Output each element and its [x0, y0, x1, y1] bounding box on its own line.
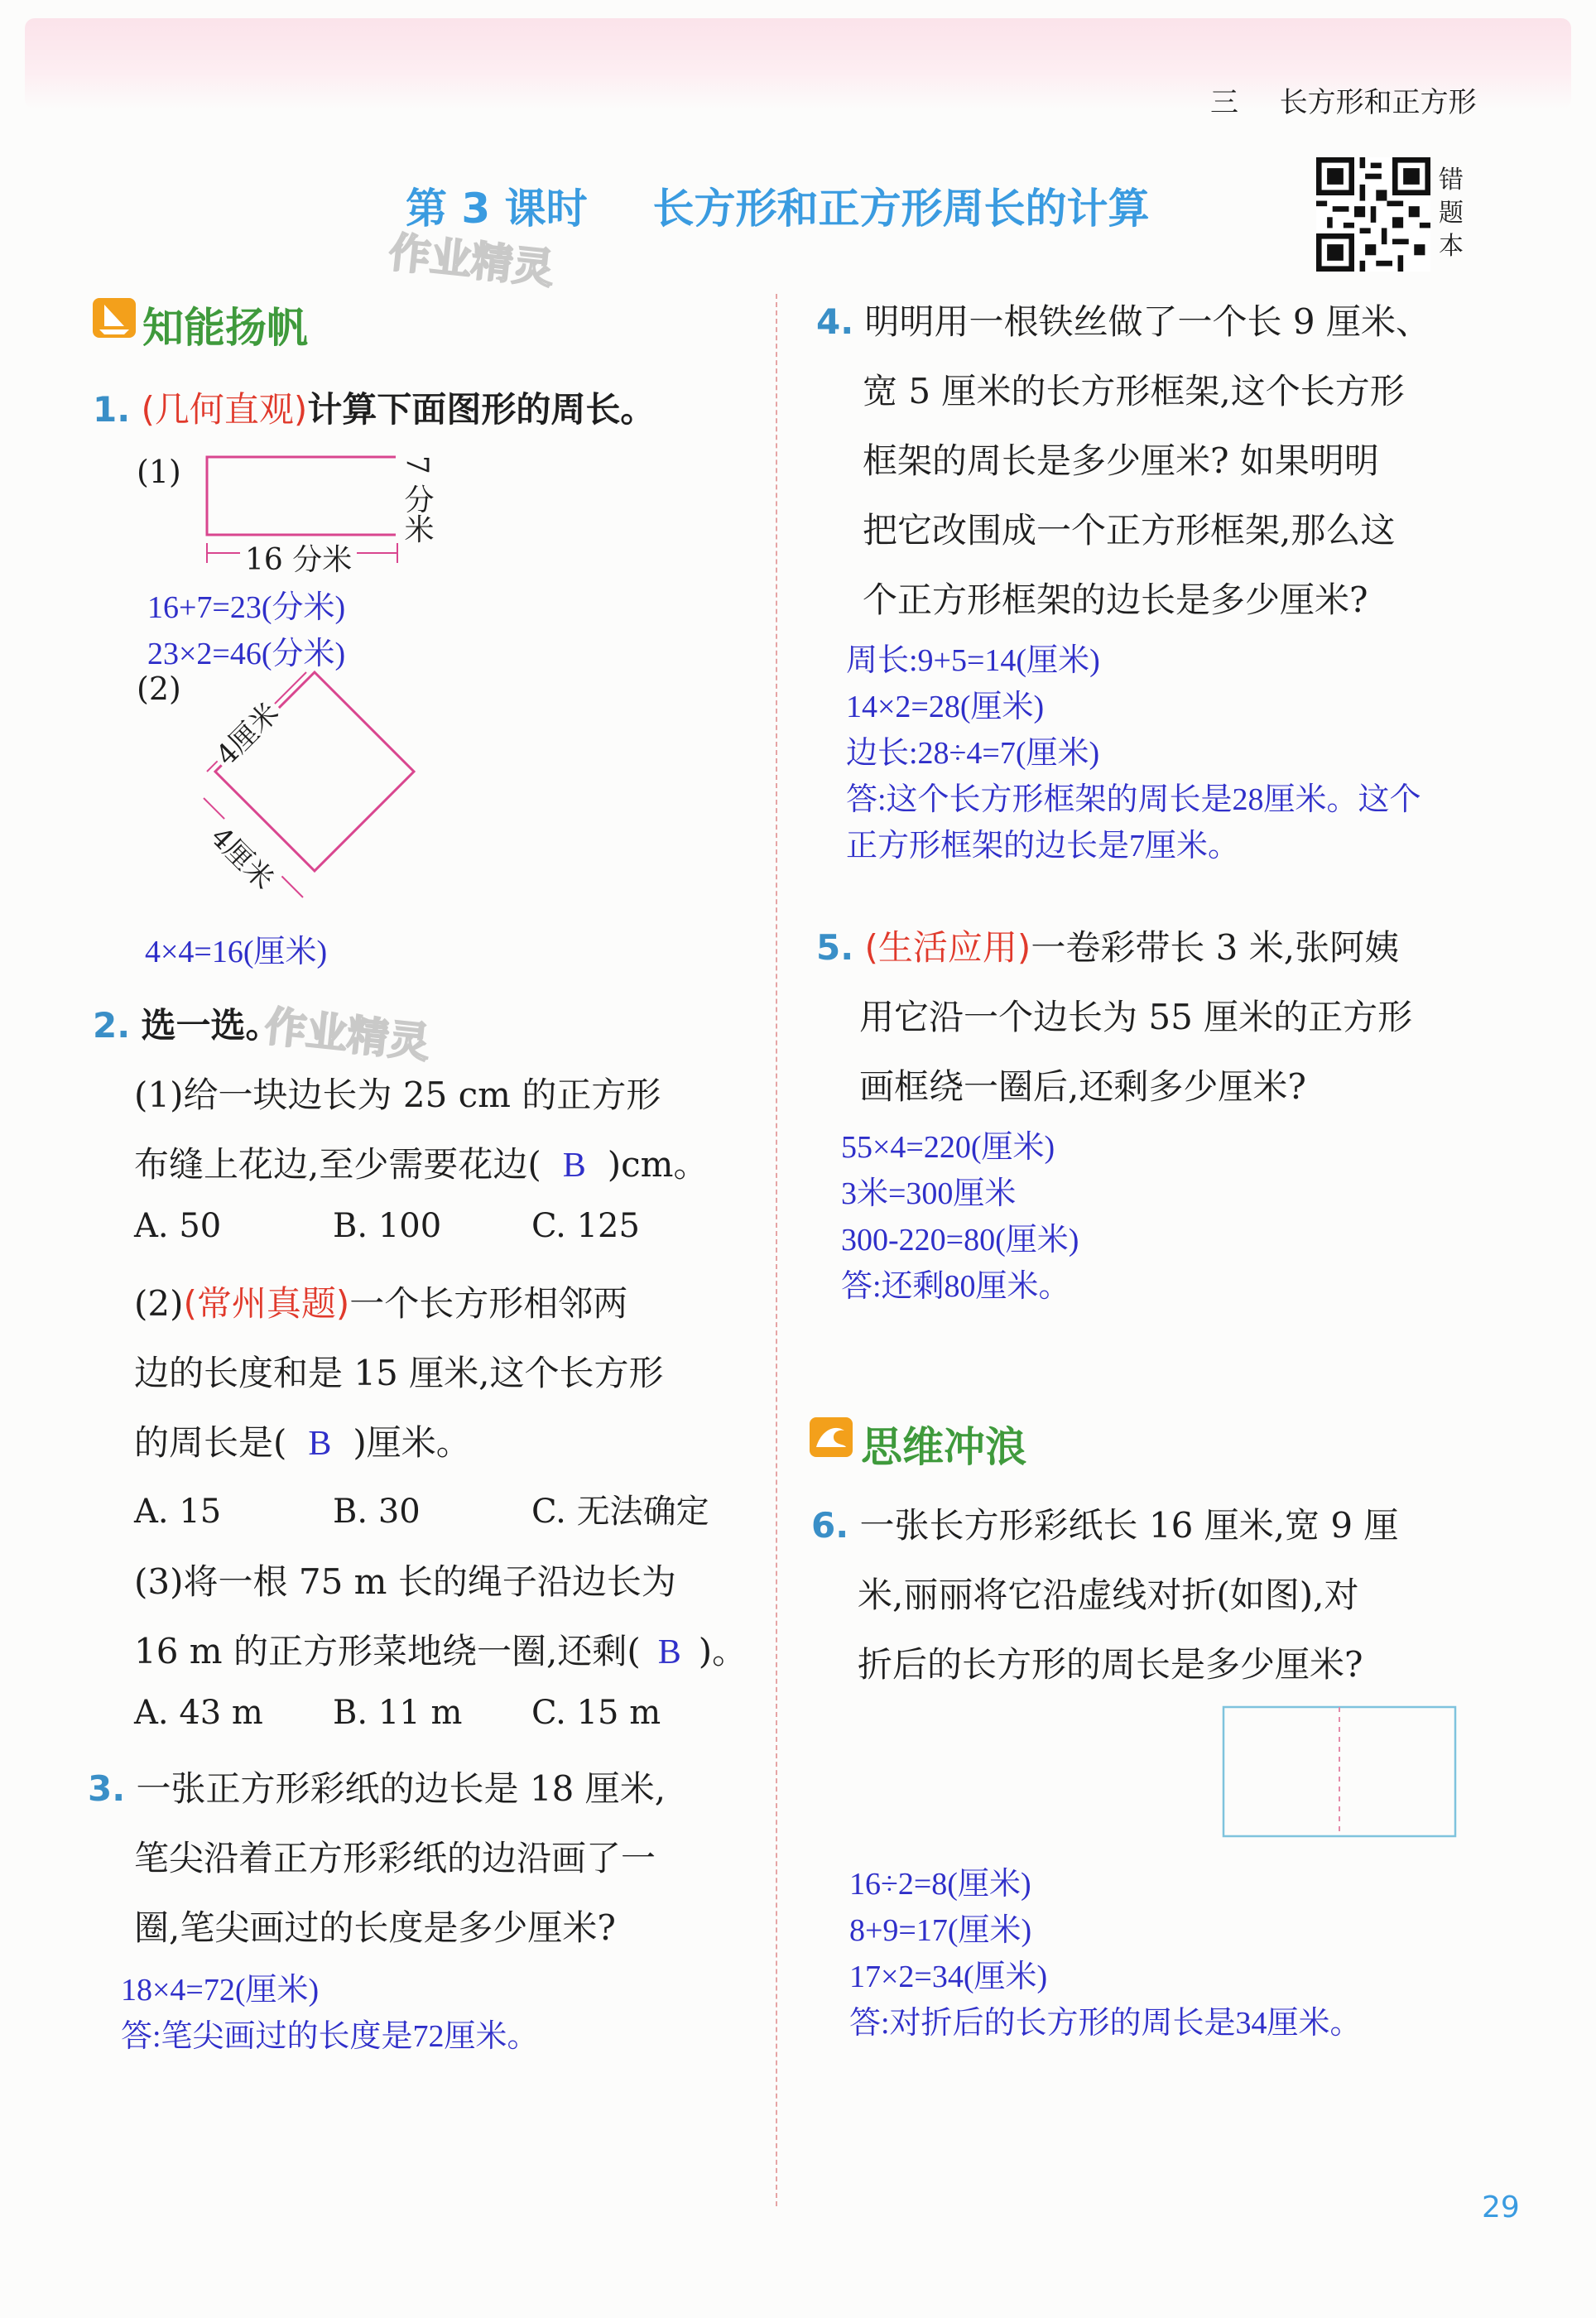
q6-answer-4: 答:对折后的长方形的周长是34厘米。: [849, 2006, 1362, 2041]
q1-part2-answer: 4×4=16(厘米): [145, 935, 328, 969]
q2-s2-option-b[interactable]: B. 30: [333, 1493, 421, 1531]
q5-line2: 用它沿一个边长为 55 厘米的正方形: [859, 997, 1413, 1037]
qr-label-2: 题: [1439, 199, 1464, 228]
q2-s1-line2-post: )cm。: [607, 1144, 709, 1185]
q4-answer-2: 14×2=28(厘米): [846, 690, 1045, 724]
q2-s3-option-b[interactable]: B. 11 m: [333, 1694, 463, 1732]
q6-answer-3: 17×2=34(厘米): [849, 1960, 1048, 1994]
q6-line1-text: 一张长方形彩纸长 16 厘米,宽 9 厘: [859, 1505, 1399, 1546]
watermark: 作业精灵: [387, 228, 557, 294]
q2-s2-line3: [134, 1416, 471, 1465]
q4-line2: 宽 5 厘米的长方形框架,这个长方形: [863, 371, 1405, 411]
q2-s1-line1: (1)给一块边长为 25 cm 的正方形: [134, 1075, 661, 1115]
q5-tag: (生活应用): [864, 927, 1031, 968]
q1-length-label: 16 分米: [240, 536, 357, 579]
q2-s2-line2: 边的长度和是 15 厘米,这个长方形: [134, 1353, 664, 1393]
q2-text: 选一选。: [141, 1005, 281, 1046]
section-title-2: 思维冲浪: [861, 1423, 1026, 1471]
q2-s2-option-a[interactable]: A. 15: [134, 1493, 222, 1531]
q1-text: 计算下面图形的周长。: [307, 389, 656, 430]
q5-line1: [816, 921, 1399, 970]
q2-s3-line2-pre: 16 m 的正方形菜地绕一圈,还剩(: [134, 1631, 641, 1671]
q5-answer-1: 55×4=220(厘米): [841, 1130, 1055, 1165]
q5-answer-2: 3米=300厘米: [841, 1176, 1017, 1211]
q6-line1: [811, 1498, 1398, 1548]
q3-number: 3.: [88, 1768, 126, 1809]
section-title-1: 知能扬帆: [142, 304, 308, 352]
q1-part1-answer-1: 16+7=23(分米): [147, 590, 346, 625]
q1-part1-answer-2: 23×2=46(分米): [147, 637, 346, 671]
q2-s1-line2: [134, 1137, 709, 1187]
chapter-number: 三: [1210, 86, 1238, 119]
q2-s2-line3-post: )厘米。: [353, 1422, 471, 1463]
q2-s2-tag: (常州真题): [183, 1283, 350, 1324]
lesson-number: 第 3 课时: [406, 185, 588, 233]
sail-icon: [93, 298, 136, 338]
q3-answer-1: 18×4=72(厘米): [121, 1973, 320, 2008]
q4-answer-1: 周长:9+5=14(厘米): [846, 643, 1100, 678]
q6-number: 6.: [811, 1505, 849, 1546]
q1-square-side-2: 4厘米: [201, 814, 287, 900]
q4-answer-4: 答:这个长方形框架的周长是28厘米。这个: [846, 782, 1421, 817]
q3-line3: 圈,笔尖画过的长度是多少厘米?: [134, 1907, 616, 1948]
q4-line5: 个正方形框架的边长是多少厘米?: [863, 580, 1368, 620]
q4-line1: [816, 295, 1430, 344]
q2-s3-line1: (3)将一根 75 m 长的绳子沿边长为: [134, 1561, 676, 1602]
qr-label: [1439, 164, 1464, 263]
q5-number: 5.: [816, 927, 854, 968]
q2-s2-answer[interactable]: B: [308, 1425, 332, 1463]
lesson-title: [406, 176, 1149, 235]
q2-s3-option-a[interactable]: A. 43 m: [134, 1694, 263, 1732]
q4-answer-3: 边长:28÷4=7(厘米): [846, 736, 1100, 771]
chapter-header: [1210, 79, 1477, 120]
watermark-2: 作业精灵: [262, 1002, 433, 1068]
qr-label-1: 错: [1439, 166, 1464, 195]
q2-s2-options: [134, 1485, 709, 1532]
q2-s1-option-c[interactable]: C. 125: [531, 1207, 640, 1245]
q4-answer-5: 正方形框架的边长是7厘米。: [846, 829, 1240, 863]
q2-s1-line2-pre: 布缝上花边,至少需要花边(: [134, 1144, 541, 1185]
q5-line3: 画框绕一圈后,还剩多少厘米?: [859, 1066, 1306, 1107]
q1-stem: [93, 382, 655, 432]
q2-s2-option-c[interactable]: C. 无法确定: [531, 1493, 709, 1531]
q3-line2: 笔尖沿着正方形彩纸的边沿画了一: [134, 1838, 656, 1878]
chapter-title: 长方形和正方形: [1279, 86, 1477, 119]
qr-code-icon[interactable]: [1316, 157, 1430, 272]
q2-s3-line2: [134, 1624, 747, 1674]
q4-line3: 框架的周长是多少厘米? 如果明明: [863, 440, 1379, 481]
q5-line1-text: 一卷彩带长 3 米,张阿姨: [1031, 927, 1400, 968]
q6-answer-1: 16÷2=8(厘米): [849, 1867, 1031, 1902]
q3-line1: [88, 1762, 666, 1811]
q2-s1-options: [134, 1207, 640, 1245]
q2-number: 2.: [93, 1005, 131, 1046]
q2-s1-answer[interactable]: B: [562, 1147, 586, 1185]
q1-square-side-1: 4厘米: [203, 690, 289, 776]
column-divider: [776, 294, 777, 2206]
q1-number: 1.: [93, 389, 131, 430]
q2-s1-option-a[interactable]: A. 50: [134, 1207, 222, 1245]
q4-number: 4.: [816, 301, 854, 342]
lesson-name: 长方形和正方形周长的计算: [652, 185, 1150, 233]
q1-square-figure: [190, 662, 439, 911]
q2-stem: [93, 998, 281, 1048]
q6-line2: 米,丽丽将它沿虚线对折(如图),对: [858, 1575, 1359, 1615]
q1-tag: (几何直观): [141, 389, 308, 430]
q4-line4: 把它改围成一个正方形框架,那么这: [863, 510, 1396, 551]
q4-line1-text: 明明用一根铁丝做了一个长 9 厘米、: [864, 301, 1430, 342]
q1-part2-label: (2): [137, 671, 181, 707]
q2-s2-line3-pre: 的周长是(: [134, 1422, 287, 1463]
q2-s3-option-c[interactable]: C. 15 m: [531, 1694, 661, 1732]
q2-s1-option-b[interactable]: B. 100: [333, 1207, 442, 1245]
q2-s3-line2-post: )。: [698, 1631, 748, 1671]
q1-width-label: 7 分米: [396, 455, 438, 543]
qr-label-3: 本: [1439, 232, 1464, 261]
q3-line1-text: 一张正方形彩纸的边长是 18 厘米,: [136, 1768, 666, 1809]
q1-part1-label: (1): [137, 454, 181, 490]
q2-s3-answer[interactable]: B: [657, 1633, 681, 1671]
q5-answer-4: 答:还剩80厘米。: [841, 1269, 1070, 1304]
q6-answer-2: 8+9=17(厘米): [849, 1913, 1032, 1948]
q6-fold-figure: [1222, 1705, 1462, 1841]
q2-s2-prefix: (2): [134, 1283, 184, 1324]
q3-answer-2: 答:笔尖画过的长度是72厘米。: [121, 2019, 539, 2054]
q6-line3: 折后的长方形的周长是多少厘米?: [858, 1644, 1363, 1685]
q2-s2-line1: [134, 1277, 627, 1326]
q5-answer-3: 300-220=80(厘米): [841, 1223, 1079, 1258]
wave-icon: [810, 1417, 853, 1457]
page-number: 29: [1482, 2191, 1520, 2224]
q2-s2-line1-text: 一个长方形相邻两: [349, 1283, 628, 1324]
q2-s3-options: [134, 1694, 661, 1732]
